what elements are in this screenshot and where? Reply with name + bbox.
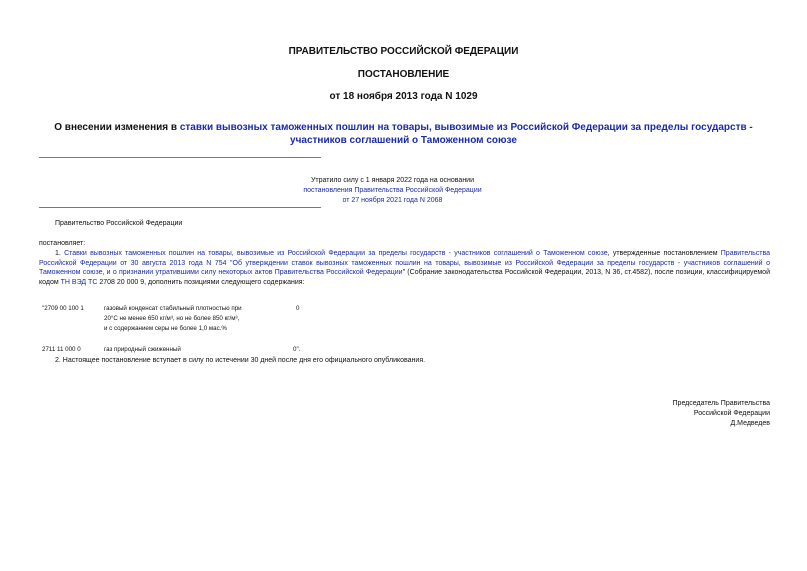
paragraph-1-text-a: , утвержденные постановлением (607, 250, 721, 257)
paragraph-1-link-decree[interactable]: Правительства Российской Федерации от 30 августа 2013 года N 754 "Об утверждении ставок вывозных таможенных пошлин на товары, вывозимые из Российской Федерации за пределы государств - участников соглашений о Таможенном союзе, и о признании утратившими силу некоторых актов Правительства Российской Федерации (39, 250, 770, 276)
signature-name: Д.Медведев (730, 420, 770, 427)
table-row-2-rate: 0". (293, 346, 301, 353)
paragraph-1 (39, 249, 770, 287)
paragraph-1-text-b: " (Собрание законодательства Российской Федерации, 2013, N 36, ст.4582), после позиции, классифицируемой кодом (39, 269, 770, 286)
repeal-notice-text: Утратило силу с 1 января 2022 года на основании (310, 177, 475, 184)
paragraph-1-link-tnved[interactable]: ТН ВЭД ТС (60, 278, 98, 286)
table-row-1-code: "2709 00 100 1 (42, 305, 84, 312)
divider-bottom (39, 207, 321, 208)
government-heading: ПРАВИТЕЛЬСТВО РОССИЙСКОЙ ФЕДЕРАЦИИ (288, 46, 519, 57)
divider-top (39, 157, 321, 158)
paragraph-2: 2. Настоящее постановление вступает в силу по истечении 30 дней после дня его официального опубликования. (55, 357, 426, 364)
repeal-notice (290, 176, 495, 206)
document-type-heading: ПОСТАНОВЛЕНИЕ (357, 69, 450, 80)
signature-position-2: Российской Федерации (693, 410, 770, 417)
table-row-2-desc: газ природный сжиженный (104, 346, 181, 353)
paragraph-1-number: 1. (55, 250, 65, 257)
government-name: Правительство Российской Федерации (55, 220, 183, 227)
table-row-1-desc-line-2: 20°С не менее 650 кг/м³, но не более 850 кг/м³, (104, 315, 240, 322)
table-row-1-desc-line-3: и с содержанием серы не более 1,0 мас.% (104, 325, 227, 332)
repeal-notice-link-2[interactable]: от 27 ноября 2021 года N 2068 (342, 197, 443, 204)
repeal-notice-link-1[interactable]: постановления Правительства Российской Федерации (303, 187, 482, 194)
paragraph-1-link-rates[interactable]: Ставки вывозных таможенных пошлин на товары, вывозимые из Российской Федерации за пределы государств - участников соглашений о Таможенном союзе (64, 250, 608, 257)
document-date-number: от 18 ноября 2013 года N 1029 (329, 91, 478, 102)
table-row-1-desc-line-1: газовый конденсат стабильный плотностью при (104, 305, 242, 312)
document-title-link[interactable]: ставки вывозных таможенных пошлин на товары, вывозимые из Российской Федерации за пределы государств - участников соглашений о Таможенном союзе (179, 122, 753, 146)
decrees-text: постановляет: (39, 240, 86, 247)
document-title (32, 121, 775, 147)
signature-position-1: Председатель Правительства (672, 400, 770, 407)
table-row-2-code: 2711 11 000 0 (42, 346, 81, 353)
paragraph-1-text-c: 2708 20 000 9, дополнить позициями следующего содержания: (97, 278, 305, 286)
document-title-prefix: О внесении изменения в (54, 122, 180, 133)
table-row-1-rate: 0 (296, 305, 300, 312)
